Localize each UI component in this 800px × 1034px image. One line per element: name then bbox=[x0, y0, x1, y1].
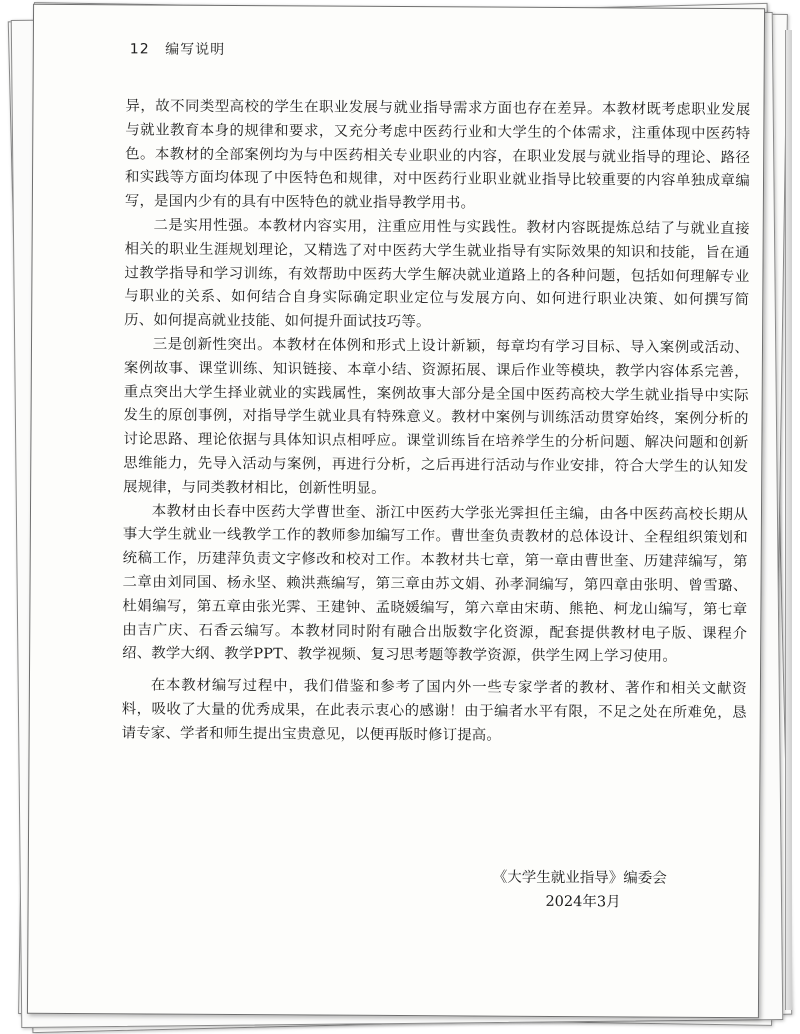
section-title: 编写说明 bbox=[165, 41, 226, 58]
paragraph-authors: 本教材由长春中医药大学曹世奎、浙江中医药大学张光霁担任主编，由各中医药高校长期从事大学生就业一线教学工作的教师参加编写工作。曹世奎负责教材的总体设计、全程组织策划和统稿工作，历建萍负责文字修改和校对工作。本教材共七章，第一章由曹世奎、历建萍编写，第二章由刘同国、杨永坚、赖洪燕编写，第三章由苏文娟、孙孝洞编写，第四章由张明、曾雪璐、杜娟编写，第五章由张光霁、王建钟、孟晓媛编写，第六章由宋萌、熊艳、柯龙山编写，第七章由吉广庆、石香云编写。本教材同时附有融合出版数字化资源，配套提供教材电子版、课程介绍、教学大纲、教学PPT、教学视频、复习思考题等教学资源，供学生网上学习使用。 bbox=[122, 503, 749, 666]
signature-date: 2024年3月 bbox=[545, 893, 621, 911]
body-text bbox=[122, 95, 751, 749]
paragraph-innovation: 三是创新性突出。本教材在体例和形式上设计新颖，每章均有学习目标、导入案例或活动、案例故事、课堂训练、知识链接、本章小结、资源拓展、课后作业等模块，教学内容体系完善，重点突出大学生择业就业的实践属性，案例故事大部分是全国中医药高校大学生就业指导中实际发生的原创事例，对指导学生就业具有特殊意义。教材中案例与训练活动贯穿始终，案例分析的讨论思路、理论依据与具体知识点相呼应。课堂训练旨在培养学生的分析问题、解决问题和创新思维能力，先导入活动与案例，再进行分析，之后再进行活动与作业安排，符合大学生的认知发展规律，与同类教材相比，创新性明显。 bbox=[123, 336, 750, 497]
document-page bbox=[27, 4, 765, 1018]
signature-block bbox=[493, 866, 667, 915]
page-stack-edge bbox=[785, 30, 792, 1010]
paragraph-practicality: 二是实用性强。本教材内容实用，注重应用性与实践性。教材内容既提炼总结了与就业直接相关的职业生涯规划理论，又精选了对中医药大学生就业指导有实际效果的知识和技能，旨在通过教学指导和学习训练，有效帮助中医药大学生解决就业道路上的各种问题，包括如何理解专业与职业的关系、如何结合自身实际确定职业定位与发展方向、如何进行职业决策、如何撰写简历、如何提高就业技能、如何提升面试技巧等。 bbox=[124, 217, 750, 331]
page-number: 12 bbox=[129, 41, 150, 58]
editorial-committee: 《大学生就业指导》编委会 bbox=[492, 869, 667, 887]
paragraph-continuation: 异，故不同类型高校的学生在职业发展与就业指导需求方面也存在差异。本教材既考虑职业发展与就业教育本身的规律和要求，又充分考虑中医药行业和大学生的个体需求，注重体现中医药特色。本教材的全部案例均为与中医药相关专业职业的内容，在职业发展与就业指导的理论、路径和实践等方面均体现了中医特色和规律，对中医药行业职业就业指导比较重要的内容单独成章编写，是国内少有的具有中医特色的就业指导教学用书。 bbox=[124, 98, 751, 212]
paragraph-acknowledgement: 在本教材编写过程中，我们借鉴和参考了国内外一些专家学者的教材、著作和相关文献资料，吸收了大量的优秀成果，在此表示衷心的感谢！由于编者水平有限，不足之处在所难免，恳请专家、学者和师生提出宝贵意见，以便再版时修订提高。 bbox=[121, 677, 747, 744]
page-header bbox=[130, 38, 225, 59]
